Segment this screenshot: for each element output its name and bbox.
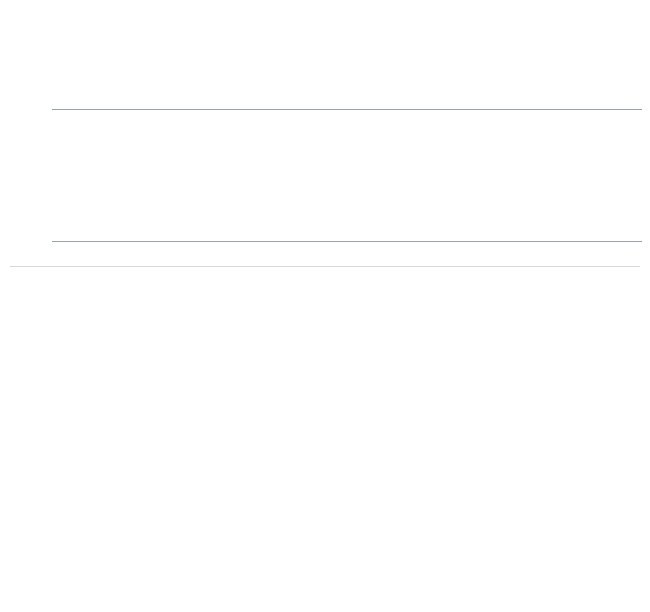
bottom-chart-plot-area [52,124,642,242]
chart-notes [8,267,642,275]
chart-copyright [8,283,642,290]
bottom-chart [8,124,642,242]
top-chart [8,6,642,110]
chart-source [8,275,642,283]
chart-legend [16,242,642,255]
top-chart-plot-area [52,6,642,110]
figure-page [0,6,650,612]
